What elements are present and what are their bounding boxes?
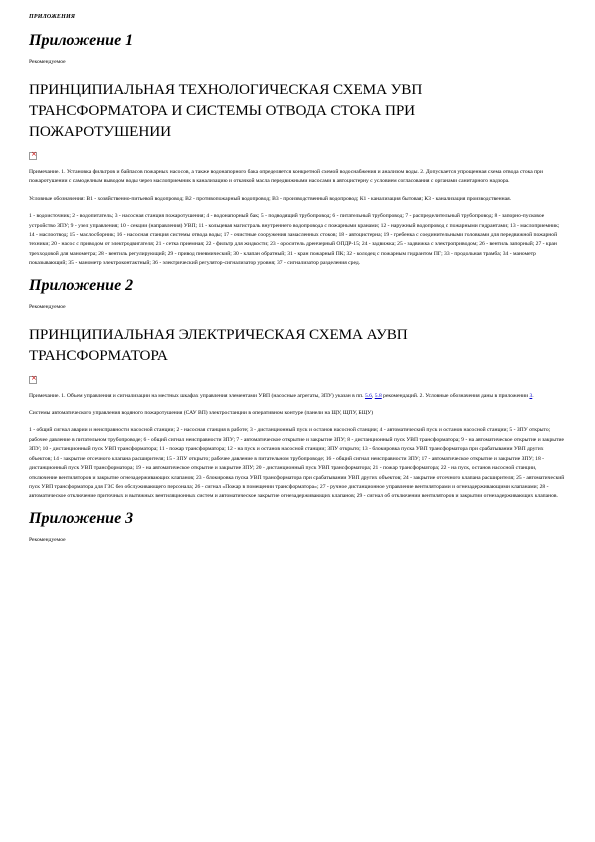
appendix-2-title-line-1: ПРИНЦИПИАЛЬНАЯ ЭЛЕКТРИЧЕСКАЯ СХЕМА АУВП xyxy=(29,325,408,343)
appendix-2-recommended: Рекомендуемое xyxy=(29,303,66,310)
appendix-2-title-line-2: ТРАНСФОРМАТОРА xyxy=(29,346,168,364)
appendix-3-recommended: Рекомендуемое xyxy=(29,536,66,543)
appendix-2-title xyxy=(29,324,566,366)
appendix-1-items: 1 - водоисточник; 2 - водопитатель; 3 - насосная станция пожаротушения; 4 - водонапорный бак; 5 - подводящий трубопровод; 6 - питательный трубопровод; 7 - распределительный трубопровод; 8 - запорно-пусковое устройство ЗПУ; 9 - узел управления; 10 - секции (направления) УВП; 11 - кольцевая магистраль внутреннего водопровода с пожарными кранами; 12 - наружный водопровод с пожарными гидрантами; 13 - маслоприемник; 14 - маслоотвод; 15 - маслосборник; 16 - насосная станция системы отвода воды; 17 - очистные сооружения замасленных стоков; 18 - автоцистерна; 19 - гребенка с соединительными головками для передвижной пожарной техники; 20 - насос с приводом от электродвигателя; 21 - сетка приемная; 22 - фильтр для жидкости; 23 - ороситель дренчерный ОПДР-15; 24 - задвижка; 25 - задвижка с электроприводом; 26 - вентиль запорный; 27 - кран трехходовой для манометра; 28 - вентиль регулирующий; 29 - привод пневмический; 30 - клапан обратный; 31 - кран пожарный ПК; 32 - колодец с пожарным гидрантом ПГ; 33 - продольная трамба; 34 - манометр показывающий; 35 - манометр электроконтактный; 36 - электрический регулятор-сигнализатор уровня; 37 - сигнализатор разделения сред. xyxy=(29,213,560,267)
note-text: рекомендаций. 2. Условные обозначения даны в приложении xyxy=(381,392,530,399)
link-section-5-6[interactable]: 5.6 xyxy=(364,392,372,399)
appendix-1-title xyxy=(29,79,566,142)
appendix-1-heading: Приложение 1 xyxy=(29,32,134,49)
appendix-1 xyxy=(29,32,566,269)
appendix-1-title-line-1: ПРИНЦИПИАЛЬНАЯ ТЕХНОЛОГИЧЕСКАЯ СХЕМА УВП xyxy=(29,81,423,98)
link-appendix-3[interactable]: 3 xyxy=(529,392,533,399)
note-text: . xyxy=(532,392,534,399)
broken-image-icon xyxy=(29,376,37,384)
appendix-2-heading: Приложение 2 xyxy=(29,276,134,294)
appendix-1-title-line-2: ТРАНСФОРМАТОРА И СИСТЕМЫ ОТВОДА СТОКА ПРИ xyxy=(29,102,416,119)
running-head: ПРИЛОЖЕНИЯ xyxy=(29,14,76,20)
appendix-1-note: Примечание. 1. Установка фильтров и байпасов пожарных насосов, а также водонапорного бака определяется конкретной схемой водоснабжения и анализом воды. 2. Допускается упрощенная схема отвода стока при пожаротушении с самоделным выводом воды через маслоприемник в канализацию и откачкой масла передвижными насосами в автоцистерну с условием согласования с органами санитарного надзора. xyxy=(29,169,543,185)
appendix-2-system: Системы автоматического управления водяного пожаротушения (САУ ВП) электростанции в оперативном контуре (панели на ЩУ, ЩПУ, БЩУ) xyxy=(29,410,374,417)
appendix-3 xyxy=(29,510,566,543)
appendix-2-note xyxy=(29,392,566,401)
note-text: Примечание. 1. Объем управления и сигнализации на местных шкафах управления элементами УВП (насосные агрегаты, ЗПУ) указан в пп. xyxy=(29,392,365,399)
appendix-1-recommended: Рекомендуемое xyxy=(29,59,66,65)
note-text: , xyxy=(371,392,375,399)
appendix-1-title-line-3: ПОЖАРОТУШЕНИИ xyxy=(29,123,171,140)
appendix-2 xyxy=(29,277,566,502)
link-section-5-8[interactable]: 5.8 xyxy=(374,392,382,399)
appendix-2-items: 1 - общий сигнал аварии и неисправности насосной станции; 2 - насосная станция в работе; 3 - дистанционный пуск и останов насосной станции; 4 - автоматический пуск и останов насосной станции; 5 - ЗПУ открыто; рабочее давление в питательном трубопроводе; 6 - общий сигнал неисправности ЗПУ; 7 - автоматическое открытие и закрытие ЗПУ; 8 - дистанционный пуск УВП трансформатора; 9 - на автоматическое открытие и закрытие ЗПУ; 10 - дистанционный пуск УВП трансформатора; 11 - пожар трансформатора; 12 - на пуск и останов насосной станции; ЗПУ открыто; 13 - блокировка пуска УВП трансформатора при срабатывании УВП других объектов; 14 - закрытие отсечного клапана расширителя; 15 - ЗПУ открыто; рабочее давление в питательном трубопроводе; 16 - общий сигнал неисправности ЗПУ; 17 - автоматическое открытие и закрытие ЗПУ; 18 - дистанционный пуск УВП трансформатора; 19 - на автоматическое открытие и закрытие ЗПУ; 20 - дистанционный пуск УВП трансформатора; 21 - пожар трансформатора; 22 - на пуск, останов насосной станции, отключение вентиляторов и закрытие огнезадерживающих клапанов; 23 - блокировка пуска УВП трансформатора при срабатывании УВП других объектов; 24 - закрытие отсечного клапана расширителя; 25 - автоматический пуск УВП трансформатора для ГЗС без обслуживающего персонала; 26 - сигнал «Пожар в помещении трансформатора»; 27 - ручное дистанционное управление вентиляторами и огнезадерживающими клапанами; 28 - автоматическое отключение приточных и вытяжных вентиляционных систем и автоматическое закрытие огнезадерживающих клапанов; 29 - сигнал об отключении вентиляторов и закрытии огнезадерживающих клапанов. xyxy=(29,427,565,500)
broken-image-icon xyxy=(29,152,37,160)
appendix-3-heading: Приложение 3 xyxy=(29,509,134,527)
appendix-1-legend: Условные обозначения: В1 - хозяйственно-питьевой водопровод; В2 - противопожарный водопровод; В3 - производственный водопровод; К1 - канализация бытовая; К3 - канализация производственная. xyxy=(29,195,512,202)
